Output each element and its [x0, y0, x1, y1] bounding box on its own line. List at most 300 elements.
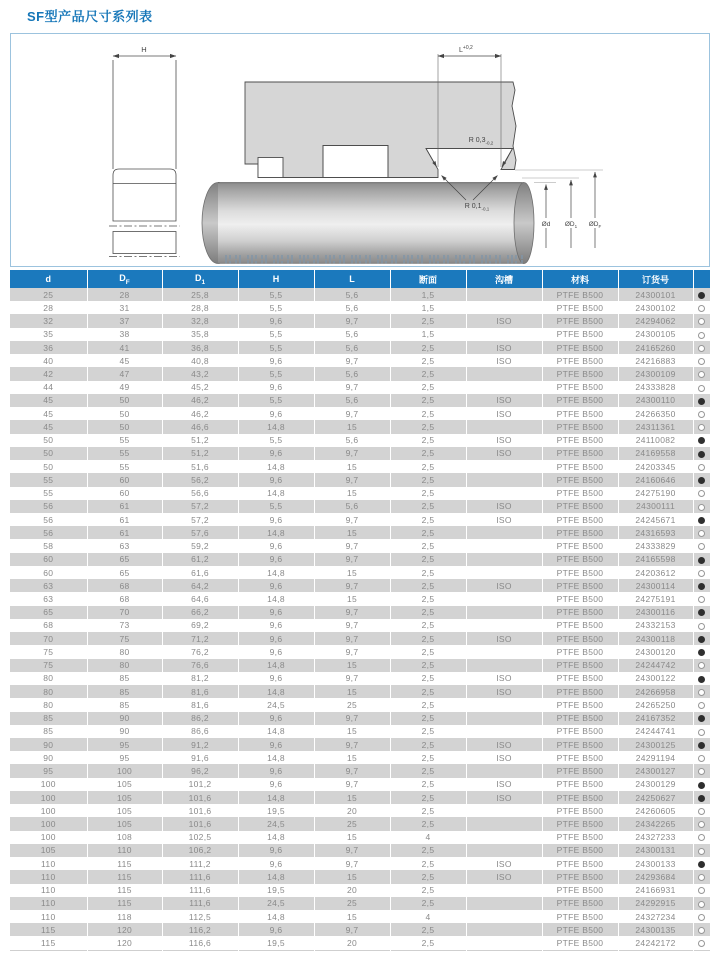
table-row	[10, 500, 710, 513]
cell-l: 9,7	[314, 407, 390, 420]
cell-d: 36	[43, 342, 54, 353]
seal-installation-drawing	[11, 34, 709, 266]
cell-d1: 86,6	[162, 725, 238, 738]
cell-order-no: 24311361	[618, 420, 693, 433]
cell-d: 50	[43, 448, 54, 459]
cell-stock-marker	[693, 553, 710, 566]
filled-circle-icon	[698, 795, 705, 802]
cell-df: 115	[87, 857, 162, 870]
cell-d1: 46,6	[162, 420, 238, 433]
cell-order-no: 24300110	[618, 394, 693, 407]
cell-l: 9,7	[314, 844, 390, 857]
cell-l: 9,7	[314, 764, 390, 777]
cell-material: PTFE B500	[542, 579, 618, 592]
cell-d: 70	[43, 633, 54, 644]
cell-section: 2,5	[390, 566, 466, 579]
table-row	[10, 354, 710, 367]
cell-df: 38	[87, 328, 162, 341]
cell-d: 63	[43, 580, 54, 591]
column-header-material: 材料	[542, 270, 618, 288]
cell-groove: ISO	[466, 354, 542, 367]
page-title: SF型产品尺寸系列表	[27, 9, 153, 24]
filled-circle-icon	[698, 583, 705, 590]
cell-groove	[466, 460, 542, 473]
cell-material: PTFE B500	[542, 923, 618, 936]
cell-h: 5,5	[238, 367, 314, 380]
cell-stock-marker	[693, 897, 710, 910]
cell-h: 9,6	[238, 539, 314, 552]
cell-df: 115	[87, 884, 162, 897]
cell-l: 9,7	[314, 632, 390, 645]
table-row	[10, 487, 710, 500]
cell-groove: ISO	[466, 579, 542, 592]
cell-l: 15	[314, 420, 390, 433]
cell-h: 9,6	[238, 712, 314, 725]
cell-material: PTFE B500	[542, 738, 618, 751]
cell-groove: ISO	[466, 447, 542, 460]
cell-h: 9,6	[238, 923, 314, 936]
filled-circle-icon	[698, 292, 705, 299]
cell-l: 5,6	[314, 394, 390, 407]
cell-groove	[466, 526, 542, 539]
cell-df: 60	[87, 473, 162, 486]
column-header-df: $D_F$	[87, 270, 162, 288]
cell-material: PTFE B500	[542, 817, 618, 830]
table-row	[10, 460, 710, 473]
cell-groove	[466, 831, 542, 844]
cell-stock-marker	[693, 698, 710, 711]
cell-l: 9,7	[314, 579, 390, 592]
cell-section: 2,5	[390, 606, 466, 619]
cell-section: 4	[390, 910, 466, 923]
cell-h: 9,6	[238, 857, 314, 870]
cell-df: 49	[87, 381, 162, 394]
cell-section: 2,5	[390, 870, 466, 883]
cell-section: 2,5	[390, 791, 466, 804]
cell-order-no: 24266350	[618, 407, 693, 420]
cell-groove	[466, 804, 542, 817]
cell-l: 15	[314, 566, 390, 579]
cell-groove	[466, 487, 542, 500]
open-circle-icon	[698, 385, 705, 392]
cell-order-no: 24332153	[618, 619, 693, 632]
cell-df: 95	[87, 751, 162, 764]
cell-d1: 102,5	[162, 831, 238, 844]
cell-stock-marker	[693, 566, 710, 579]
filled-circle-icon	[698, 636, 705, 643]
cell-groove: ISO	[466, 791, 542, 804]
cell-groove	[466, 473, 542, 486]
cell-stock-marker	[693, 764, 710, 777]
cell-d1: 57,2	[162, 513, 238, 526]
cell-groove: ISO	[466, 870, 542, 883]
cell-section: 2,5	[390, 659, 466, 672]
cell-order-no: 24300125	[618, 738, 693, 751]
open-circle-icon	[698, 530, 705, 537]
cell-section: 2,5	[390, 367, 466, 380]
cell-section: 2,5	[390, 685, 466, 698]
table-row	[10, 764, 710, 777]
cell-d1: 96,2	[162, 764, 238, 777]
cell-d1: 51,2	[162, 434, 238, 447]
cell-h: 19,5	[238, 804, 314, 817]
table-row	[10, 341, 710, 354]
table-row	[10, 645, 710, 658]
cell-d: 56	[43, 514, 54, 525]
filled-circle-icon	[698, 517, 705, 524]
open-circle-icon	[698, 464, 705, 471]
cell-h: 5,5	[238, 341, 314, 354]
cell-h: 9,6	[238, 844, 314, 857]
cell-stock-marker	[693, 923, 710, 936]
cell-section: 2,5	[390, 804, 466, 817]
cell-section: 2,5	[390, 645, 466, 658]
table-header-row	[10, 270, 710, 288]
cell-l: 25	[314, 817, 390, 830]
cell-groove	[466, 592, 542, 605]
cell-stock-marker	[693, 738, 710, 751]
cell-material: PTFE B500	[542, 725, 618, 738]
cell-order-no: 24327233	[618, 831, 693, 844]
cell-material: PTFE B500	[542, 831, 618, 844]
cell-d: 45	[43, 408, 54, 419]
cell-stock-marker	[693, 685, 710, 698]
cell-d: 60	[43, 554, 54, 565]
cell-stock-marker	[693, 725, 710, 738]
cell-groove: ISO	[466, 857, 542, 870]
cell-h: 14,8	[238, 420, 314, 433]
cell-h: 5,5	[238, 288, 314, 301]
cell-df: 60	[87, 487, 162, 500]
retaining-block	[258, 158, 283, 178]
cell-l: 9,7	[314, 354, 390, 367]
cell-d: 80	[43, 686, 54, 697]
cell-d1: 81,6	[162, 685, 238, 698]
cell-stock-marker	[693, 539, 710, 552]
cell-groove	[466, 566, 542, 579]
cell-order-no: 24266958	[618, 685, 693, 698]
diameter-extension-lines	[515, 170, 603, 183]
cell-d: 80	[43, 699, 54, 710]
cell-material: PTFE B500	[542, 473, 618, 486]
cell-material: PTFE B500	[542, 539, 618, 552]
table-row	[10, 897, 710, 910]
cell-section: 2,5	[390, 844, 466, 857]
cell-stock-marker	[693, 328, 710, 341]
cell-l: 15	[314, 791, 390, 804]
seal-cross-section-view	[109, 56, 180, 257]
cell-l: 9,7	[314, 672, 390, 685]
cell-df: 120	[87, 936, 162, 950]
cell-d1: 81,6	[162, 698, 238, 711]
cell-section: 2,5	[390, 619, 466, 632]
cell-material: PTFE B500	[542, 751, 618, 764]
cell-l: 15	[314, 685, 390, 698]
cell-l: 9,7	[314, 712, 390, 725]
cell-stock-marker	[693, 420, 710, 433]
cell-l: 5,6	[314, 341, 390, 354]
cell-section: 2,5	[390, 884, 466, 897]
cell-d: 50	[43, 461, 54, 472]
cell-d1: 61,2	[162, 553, 238, 566]
cell-material: PTFE B500	[542, 420, 618, 433]
cell-d: 80	[43, 673, 54, 684]
cell-df: 61	[87, 500, 162, 513]
cell-groove: ISO	[466, 778, 542, 791]
dia-d-label: Ød	[541, 221, 551, 228]
table-row	[10, 526, 710, 539]
table-row	[10, 328, 710, 341]
cell-stock-marker	[693, 394, 710, 407]
cell-order-no: 24203345	[618, 460, 693, 473]
cell-section: 2,5	[390, 553, 466, 566]
filled-circle-icon	[698, 437, 705, 444]
table-row	[10, 632, 710, 645]
cell-section: 4	[390, 831, 466, 844]
cell-d1: 101,2	[162, 778, 238, 791]
cell-material: PTFE B500	[542, 698, 618, 711]
cell-d: 115	[41, 924, 56, 935]
cell-df: 61	[87, 526, 162, 539]
cell-l: 9,7	[314, 513, 390, 526]
cell-section: 2,5	[390, 354, 466, 367]
cell-material: PTFE B500	[542, 804, 618, 817]
cell-df: 120	[87, 923, 162, 936]
table-row	[10, 910, 710, 923]
cell-h: 14,8	[238, 566, 314, 579]
cell-material: PTFE B500	[542, 592, 618, 605]
cell-df: 95	[87, 738, 162, 751]
cell-df: 90	[87, 712, 162, 725]
cell-h: 5,5	[238, 434, 314, 447]
cell-section: 2,5	[390, 817, 466, 830]
cell-l: 9,7	[314, 619, 390, 632]
cell-section: 1,5	[390, 288, 466, 301]
cell-material: PTFE B500	[542, 434, 618, 447]
cell-order-no: 24265250	[618, 698, 693, 711]
cell-d1: 116,2	[162, 923, 238, 936]
cell-stock-marker	[693, 910, 710, 923]
cell-d1: 46,2	[162, 407, 238, 420]
cell-material: PTFE B500	[542, 844, 618, 857]
open-circle-icon	[698, 371, 705, 378]
cell-d1: 35,8	[162, 328, 238, 341]
cell-d: 28	[43, 302, 54, 313]
cell-groove	[466, 712, 542, 725]
cell-material: PTFE B500	[542, 685, 618, 698]
cell-df: 65	[87, 566, 162, 579]
cell-d: 55	[43, 488, 54, 499]
cell-stock-marker	[693, 579, 710, 592]
cell-df: 31	[87, 301, 162, 314]
cell-df: 108	[87, 831, 162, 844]
column-header-d: d	[10, 270, 87, 288]
cell-l: 9,7	[314, 447, 390, 460]
cell-df: 85	[87, 672, 162, 685]
table-row	[10, 473, 710, 486]
table-row	[10, 367, 710, 380]
cell-d: 100	[40, 832, 56, 843]
cell-groove	[466, 910, 542, 923]
cell-groove	[466, 698, 542, 711]
cell-df: 28	[87, 288, 162, 301]
cell-d1: 43,2	[162, 367, 238, 380]
cell-d: 35	[43, 329, 54, 340]
cell-order-no: 24260605	[618, 804, 693, 817]
open-circle-icon	[698, 596, 705, 603]
cell-l: 9,7	[314, 857, 390, 870]
open-circle-icon	[698, 689, 705, 696]
table-row	[10, 381, 710, 394]
radius-bottom-label: R $0,1_{-0,1}$	[464, 203, 490, 212]
cell-order-no: 24300135	[618, 923, 693, 936]
cell-d: 110	[41, 911, 56, 922]
cell-order-no: 24203612	[618, 566, 693, 579]
cell-d1: 64,2	[162, 579, 238, 592]
cell-order-no: 24316593	[618, 526, 693, 539]
cell-order-no: 24300129	[618, 778, 693, 791]
diameter-labels	[538, 218, 606, 229]
cell-material: PTFE B500	[542, 301, 618, 314]
cell-df: 85	[87, 698, 162, 711]
technical-drawing	[10, 33, 710, 267]
cell-h: 9,6	[238, 354, 314, 367]
dim-h-label: H	[141, 45, 147, 54]
cell-order-no: 24291194	[618, 751, 693, 764]
cell-df: 50	[87, 407, 162, 420]
cell-stock-marker	[693, 936, 710, 950]
table-row	[10, 870, 710, 883]
table-row	[10, 288, 710, 301]
open-circle-icon	[698, 623, 705, 630]
open-circle-icon	[698, 570, 705, 577]
cell-d1: 111,2	[162, 857, 238, 870]
open-circle-icon	[698, 702, 705, 709]
cell-section: 2,5	[390, 738, 466, 751]
cell-d1: 116,6	[162, 936, 238, 950]
cell-d1: 64,6	[162, 592, 238, 605]
cell-d: 105	[40, 845, 56, 856]
cell-d1: 51,2	[162, 447, 238, 460]
cell-stock-marker	[693, 341, 710, 354]
cell-h: 9,6	[238, 738, 314, 751]
cell-section: 2,5	[390, 698, 466, 711]
cell-stock-marker	[693, 447, 710, 460]
cell-h: 14,8	[238, 685, 314, 698]
cell-material: PTFE B500	[542, 381, 618, 394]
cell-h: 9,6	[238, 447, 314, 460]
radius-top-label: R $0,3_{-0,2}$	[468, 137, 494, 146]
open-circle-icon	[698, 318, 705, 325]
cell-stock-marker	[693, 659, 710, 672]
cell-l: 15	[314, 526, 390, 539]
column-header-order-no: 订货号	[618, 270, 693, 288]
cell-l: 5,6	[314, 434, 390, 447]
cell-h: 9,6	[238, 645, 314, 658]
column-header-groove: 沟槽	[466, 270, 542, 288]
cell-h: 9,6	[238, 778, 314, 791]
cell-l: 5,6	[314, 367, 390, 380]
cell-l: 9,7	[314, 539, 390, 552]
table-row	[10, 539, 710, 552]
cell-material: PTFE B500	[542, 791, 618, 804]
cell-h: 19,5	[238, 936, 314, 950]
cell-h: 5,5	[238, 328, 314, 341]
cell-material: PTFE B500	[542, 367, 618, 380]
open-circle-icon	[698, 490, 705, 497]
cell-groove	[466, 897, 542, 910]
cell-section: 2,5	[390, 632, 466, 645]
cell-groove: ISO	[466, 672, 542, 685]
cell-section: 2,5	[390, 447, 466, 460]
cell-df: 80	[87, 659, 162, 672]
cell-order-no: 24165260	[618, 341, 693, 354]
filled-circle-icon	[698, 557, 705, 564]
cell-d1: 61,6	[162, 566, 238, 579]
cell-material: PTFE B500	[542, 632, 618, 645]
cell-stock-marker	[693, 592, 710, 605]
cell-h: 14,8	[238, 526, 314, 539]
cell-d1: 111,6	[162, 884, 238, 897]
cell-order-no: 24300109	[618, 367, 693, 380]
cell-h: 9,6	[238, 314, 314, 327]
table-row	[10, 420, 710, 433]
cell-d: 90	[43, 739, 54, 750]
cell-df: 105	[87, 778, 162, 791]
cell-section: 2,5	[390, 473, 466, 486]
cell-stock-marker	[693, 857, 710, 870]
cell-groove: ISO	[466, 513, 542, 526]
table-row	[10, 857, 710, 870]
table-row	[10, 844, 710, 857]
column-header-stock	[693, 270, 710, 288]
cell-d1: 25,8	[162, 288, 238, 301]
cell-stock-marker	[693, 804, 710, 817]
cell-l: 9,7	[314, 553, 390, 566]
cell-df: 110	[87, 844, 162, 857]
cell-h: 9,6	[238, 553, 314, 566]
cell-material: PTFE B500	[542, 712, 618, 725]
cell-section: 2,5	[390, 936, 466, 950]
cell-df: 68	[87, 579, 162, 592]
cell-groove	[466, 539, 542, 552]
cell-d1: 28,8	[162, 301, 238, 314]
cell-d: 75	[43, 660, 54, 671]
column-header-d1: $D_1$	[162, 270, 238, 288]
cell-d: 110	[41, 858, 56, 869]
cell-df: 45	[87, 354, 162, 367]
cell-d1: 36,8	[162, 341, 238, 354]
cell-l: 9,7	[314, 381, 390, 394]
cell-d1: 32,8	[162, 314, 238, 327]
cell-d1: 56,2	[162, 473, 238, 486]
radius-top-leader	[426, 149, 513, 167]
cell-h: 14,8	[238, 460, 314, 473]
cell-order-no: 24342265	[618, 817, 693, 830]
cell-l: 20	[314, 804, 390, 817]
cell-stock-marker	[693, 712, 710, 725]
table-row	[10, 447, 710, 460]
cell-stock-marker	[693, 831, 710, 844]
filled-circle-icon	[698, 398, 705, 405]
cell-section: 2,5	[390, 579, 466, 592]
filled-circle-icon	[698, 676, 705, 683]
cell-material: PTFE B500	[542, 407, 618, 420]
cell-order-no: 24300120	[618, 645, 693, 658]
cell-d: 50	[43, 435, 54, 446]
table-row	[10, 619, 710, 632]
cell-l: 9,7	[314, 314, 390, 327]
